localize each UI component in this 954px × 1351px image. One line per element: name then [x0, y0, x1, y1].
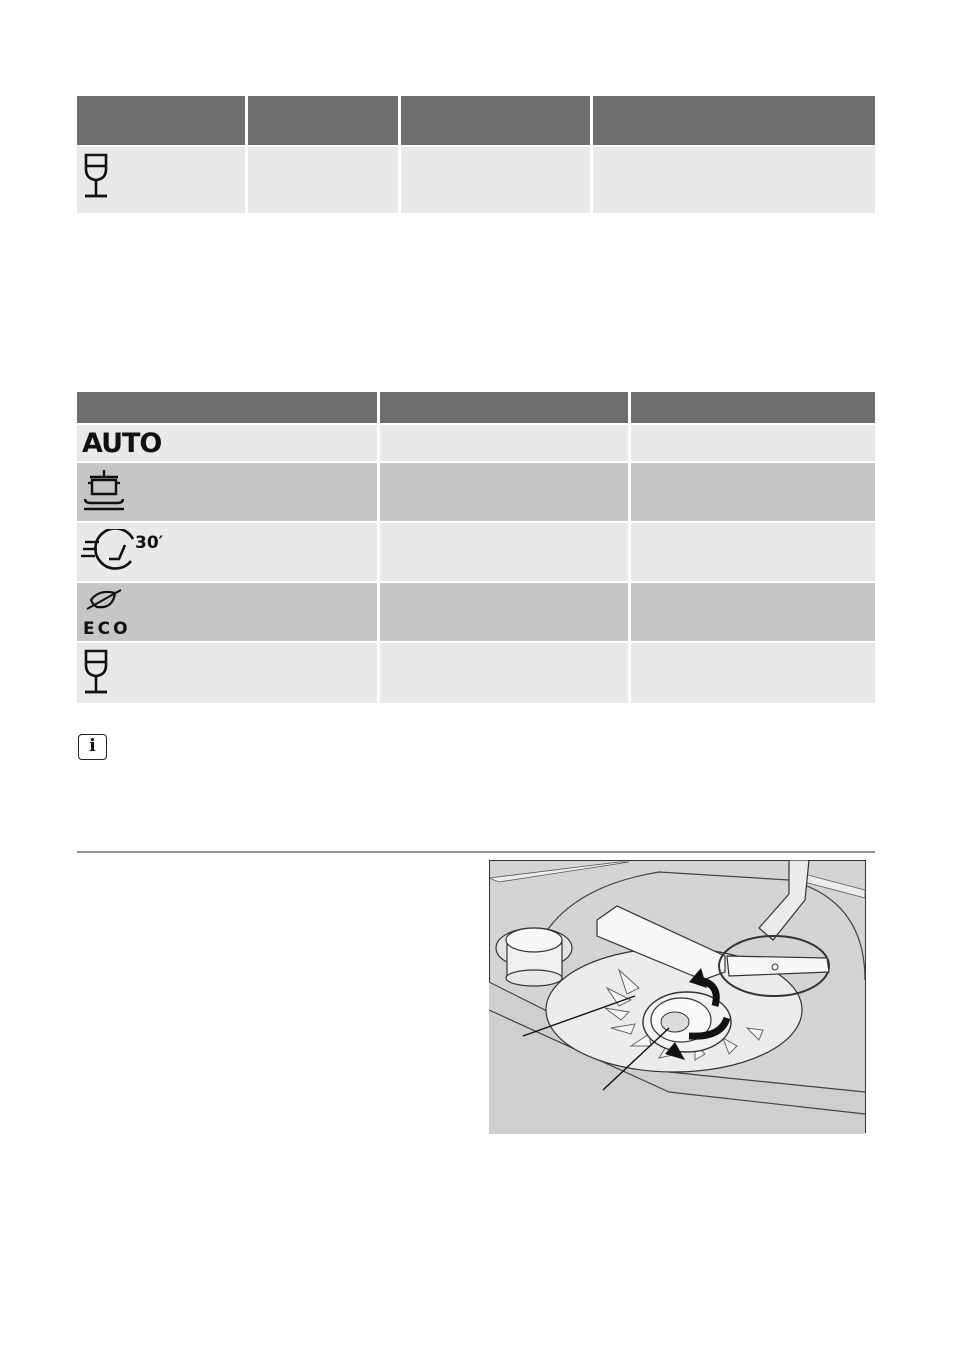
table-2-row-2-cell-1: [77, 463, 377, 521]
pot-plates-icon: [81, 468, 129, 516]
wine-glass-icon: [81, 153, 111, 199]
table-2-header-cell-2: [380, 392, 628, 423]
table-2-row-5-cell-3: [631, 643, 875, 703]
table-2-row-1-cell-3: [631, 425, 875, 461]
table-2-row-4-cell-3: [631, 583, 875, 641]
table-2-row-1-cell-1: [77, 425, 377, 461]
table-1-header-cell-1: [77, 96, 245, 145]
table-1-row-cell-2: [248, 147, 398, 213]
quick-30-label: 30′: [135, 533, 164, 553]
table-2-row-5-cell-1: [77, 643, 377, 703]
table-2-header-cell-3: [631, 392, 875, 423]
eco-leaf-icon: [83, 587, 143, 639]
table-2-row-2-cell-3: [631, 463, 875, 521]
table-1-header-cell-2: [248, 96, 398, 145]
table-1-row-cell-4: [593, 147, 875, 213]
section-divider: [77, 851, 875, 853]
eco-label: ECO: [83, 619, 131, 639]
table-2-row-4-cell-1: [77, 583, 377, 641]
table-2-row-3-cell-1: [77, 523, 377, 581]
table-1-row-cell-3: [401, 147, 590, 213]
auto-program-icon: AUTO: [82, 428, 162, 459]
table-1-row-cell-1: [77, 147, 245, 213]
info-note: [78, 734, 107, 760]
table-2-row-3-cell-2: [380, 523, 628, 581]
table-2-row-3-cell-3: [631, 523, 875, 581]
table-2-row-5-cell-2: [380, 643, 628, 703]
info-icon: i: [89, 736, 96, 756]
table-2-row-4-cell-2: [380, 583, 628, 641]
table-1-header-cell-4: [593, 96, 875, 145]
table-2-header-cell-1: [77, 392, 377, 423]
table-1-header-cell-3: [401, 96, 590, 145]
table-2-row-2-cell-2: [380, 463, 628, 521]
wine-glass-icon: [81, 649, 111, 695]
filter-rotation-illustration: [489, 860, 867, 1134]
quick-30-program-icon: [81, 529, 171, 575]
table-2-row-1-cell-2: [380, 425, 628, 461]
